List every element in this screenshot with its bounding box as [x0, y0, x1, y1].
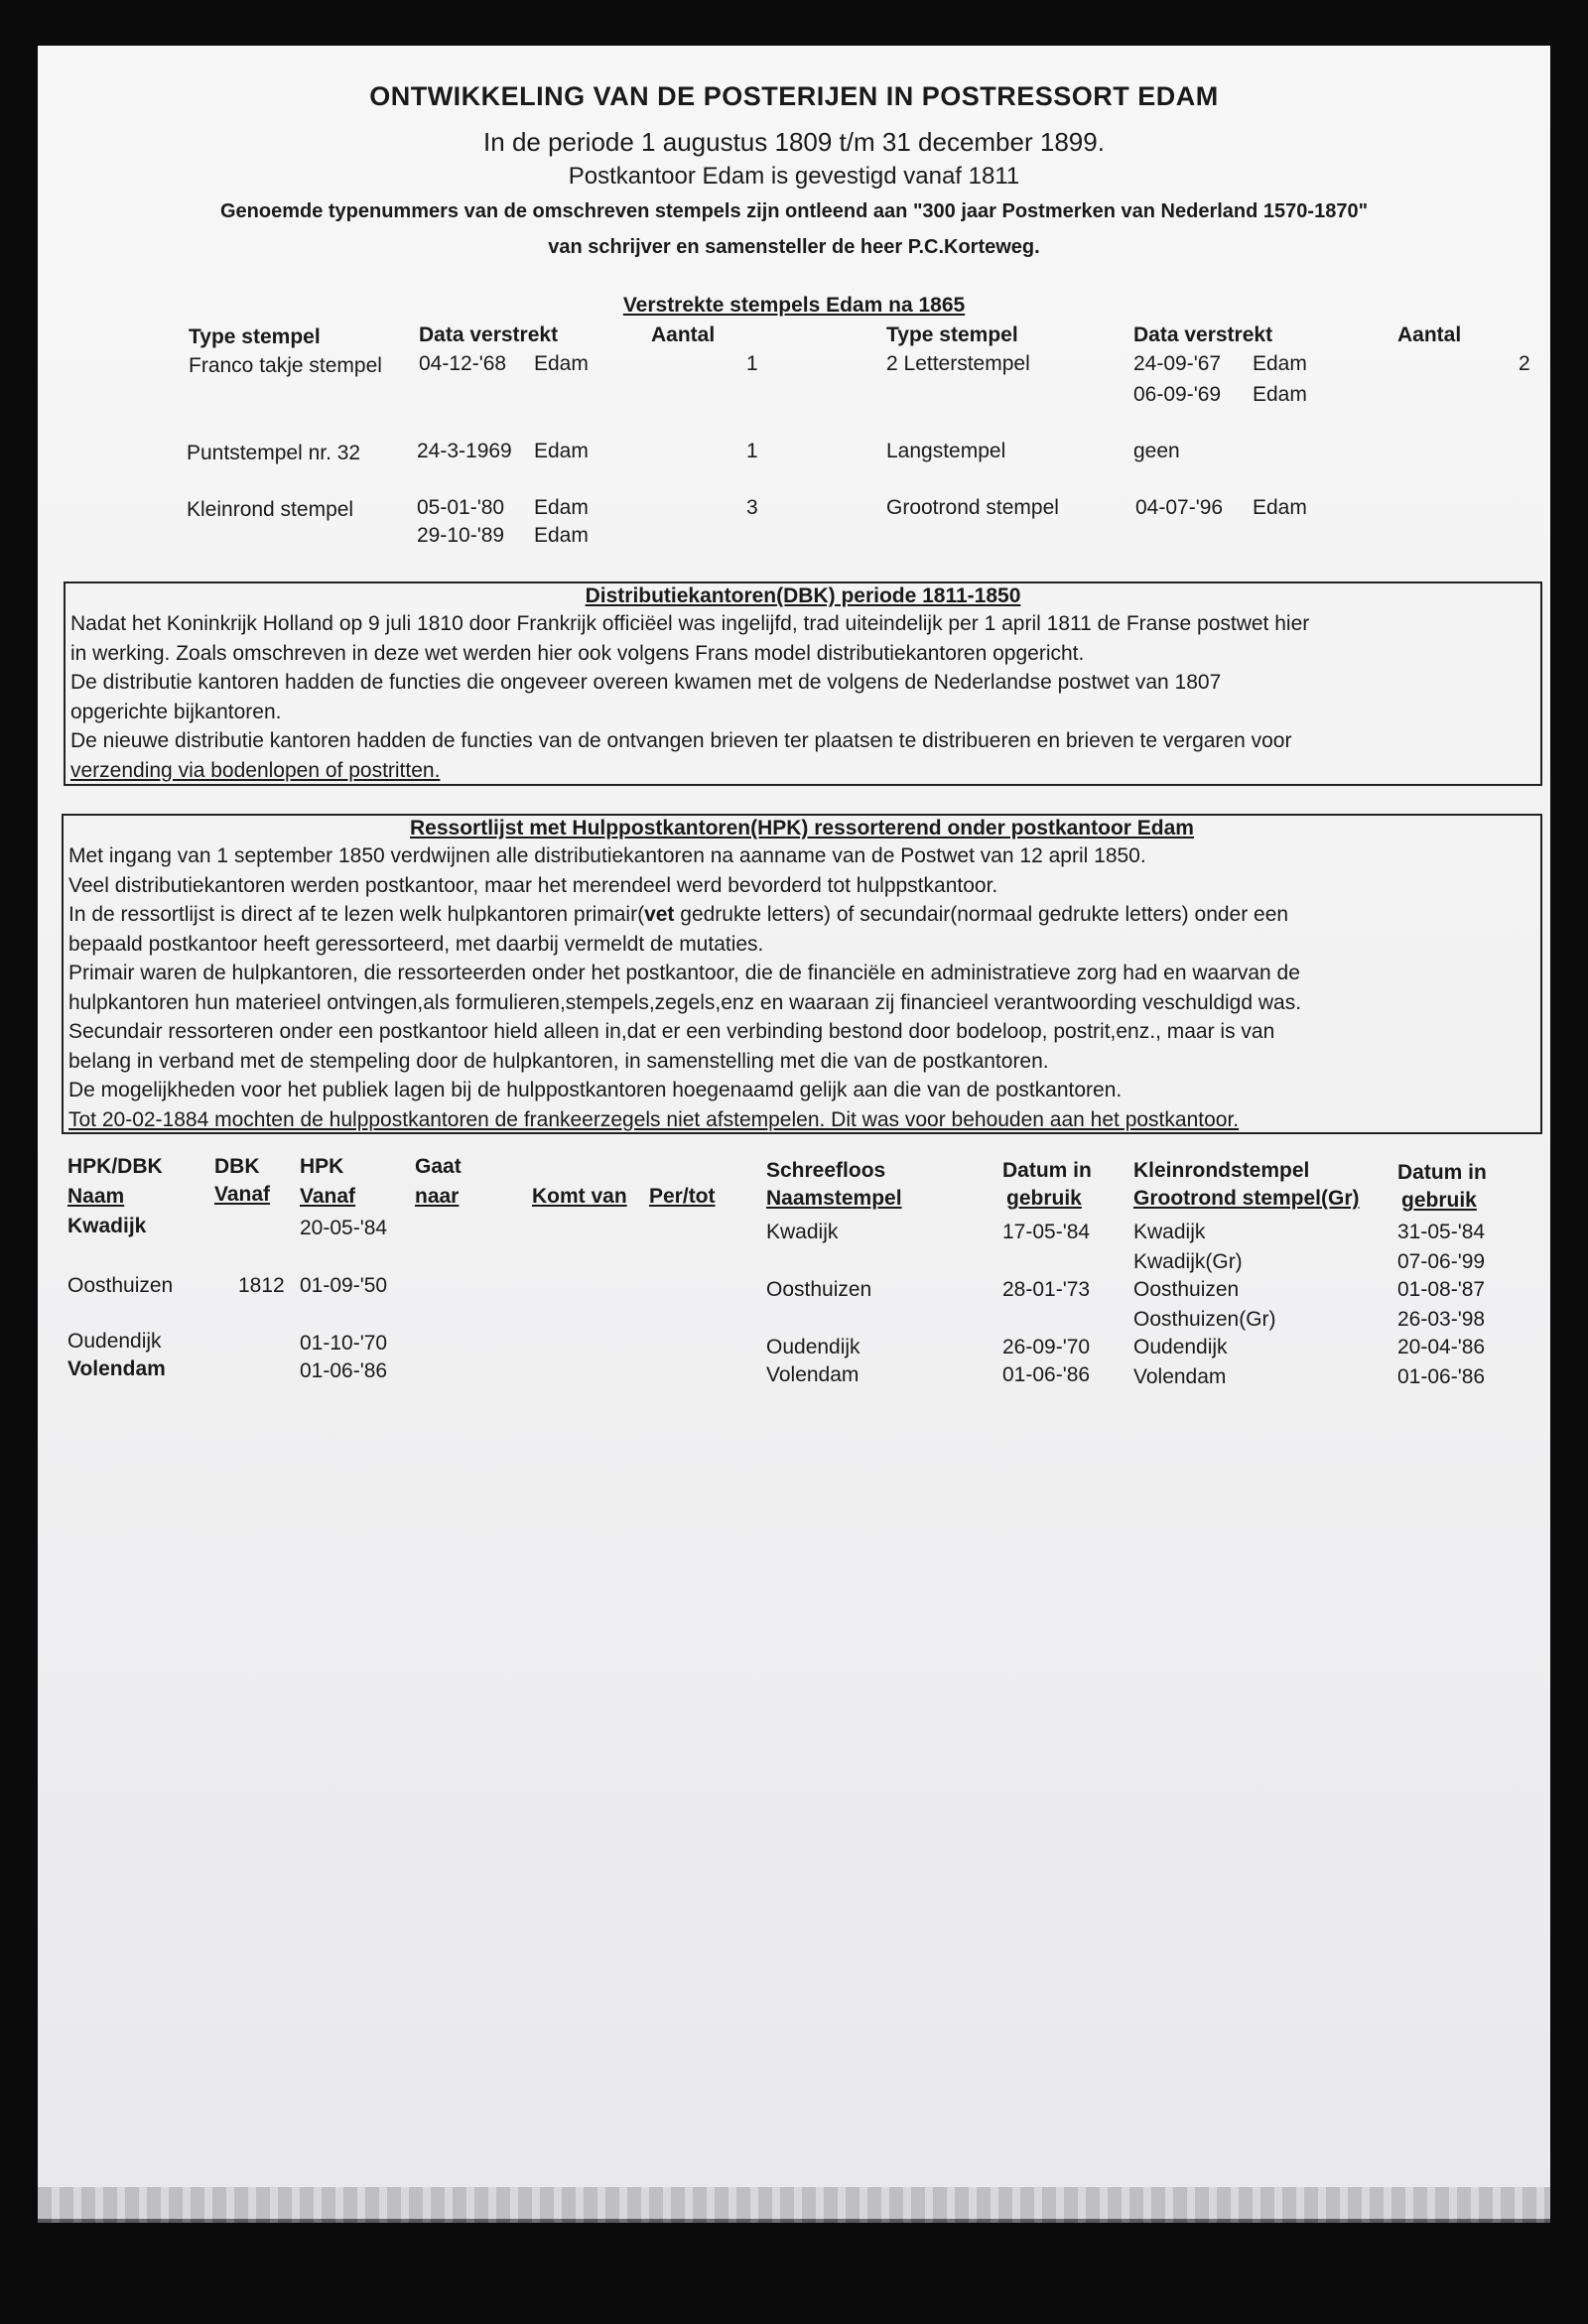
col-naamstempel: Naamstempel: [766, 1187, 902, 1210]
hpk-box: [62, 814, 1542, 1134]
col-gebruik: gebruik: [1006, 1187, 1082, 1210]
stamps-heading: Verstrekte stempels Edam na 1865: [622, 294, 966, 317]
source-line-1: Genoemde typenummers van de omschreven stempels zijn ontleend aan "300 jaar Postmerken van Nederland 1570-1870": [219, 200, 1369, 222]
office-name: Volendam: [67, 1357, 166, 1380]
col-grootrond: Grootrond stempel(Gr): [1133, 1187, 1360, 1210]
stamps-header-type: Type stempel: [189, 325, 321, 348]
stamp-place: Edam: [534, 524, 589, 547]
hpk-line: Tot 20-02-1884 mochten de hulppostkantoren de frankeerzegels niet afstempelen. Dit was voor behouden aan het postkantoor.: [68, 1107, 1240, 1131]
kleinrond-date: 26-03-'98: [1397, 1308, 1486, 1331]
schreefloos-date: 17-05-'84: [1002, 1221, 1091, 1243]
col-naar: naar: [415, 1185, 460, 1208]
period-line: In de periode 1 augustus 1809 t/m 31 december 1899.: [483, 127, 1105, 157]
dbk-heading: Distributiekantoren(DBK) periode 1811-1850: [585, 584, 1021, 607]
dbk-line: De nieuwe distributie kantoren hadden de functies van de ontvangen brieven ter plaatsen te distribueren en brieven te vergaren voor: [70, 729, 1292, 752]
schreefloos-stamp: Volendam: [766, 1363, 860, 1386]
kleinrond-stamp: Kwadijk(Gr): [1133, 1250, 1243, 1273]
hpk-vanaf: 20-05-'84: [300, 1217, 388, 1239]
stamp-date: 06-09-'69: [1133, 383, 1222, 406]
col-dbk: DBK: [214, 1155, 260, 1178]
schreefloos-stamp: Oudendijk: [766, 1336, 860, 1358]
schreefloos-stamp: Kwadijk: [766, 1221, 839, 1243]
col-per-tot: Per/tot: [649, 1185, 716, 1208]
office-name: Kwadijk: [67, 1215, 147, 1237]
office-name: Oosthuizen: [67, 1274, 174, 1297]
col-datum-in: Datum in: [1002, 1159, 1092, 1182]
kleinrond-date: 01-06-'86: [1397, 1365, 1486, 1388]
stamp-count: 2: [1519, 352, 1530, 375]
hpk-line3-pre: In de ressortlijst is direct af te lezen welk hulpkantoren primair(: [68, 903, 645, 926]
stamp-place: Edam: [1253, 383, 1307, 406]
kleinrond-stamp: Oosthuizen(Gr): [1133, 1308, 1276, 1331]
hpk-vanaf: 01-06-'86: [300, 1359, 388, 1382]
stamp-date: 05-01-'80: [417, 496, 505, 519]
binder-strip: [38, 2187, 1550, 2223]
kleinrond-stamp: Kwadijk: [1133, 1221, 1206, 1243]
schreefloos-date: 01-06-'86: [1002, 1363, 1091, 1386]
schreefloos-stamp: Oosthuizen: [766, 1278, 872, 1301]
schreefloos-date: 28-01-'73: [1002, 1278, 1091, 1301]
hpk-vanaf: 01-09-'50: [300, 1274, 388, 1297]
col-hpkdbk: HPK/DBK: [67, 1155, 163, 1178]
col-kleinrond: Kleinrondstempel: [1133, 1159, 1310, 1182]
col-naam: Naam: [67, 1185, 125, 1208]
stamp-type: Puntstempel nr. 32: [187, 442, 361, 464]
dbk-line: De distributie kantoren hadden de functies die ongeveer overeen kwamen met de volgens de Nederlandse postwet van 1807: [70, 671, 1222, 694]
stamps-header-date-2: Data verstrekt: [1133, 323, 1273, 346]
stamp-type: Franco takje stempel: [189, 354, 382, 377]
col-gebruik-2: gebruik: [1401, 1189, 1477, 1212]
hpk-line: hulpkantoren hun materieel ontvingen,als formulieren,stempels,zegels,enz en waaraan zij financieel verantwoording veschuldigd was.: [68, 990, 1302, 1014]
hpk-line: De mogelijkheden voor het publiek lagen bij de hulppostkantoren hoegenaamd gelijk aan die van de postkantoren.: [68, 1079, 1123, 1101]
stamp-count: 3: [746, 496, 758, 519]
stamp-date: 24-09-'67: [1133, 352, 1222, 375]
hpk-line: Veel distributiekantoren werden postkantoor, maar het merendeel werd bevorderd tot hulppstkantoor.: [68, 873, 998, 897]
stamp-date: 29-10-'89: [417, 524, 505, 547]
col-komt-van: Komt van: [532, 1185, 627, 1208]
col-datum-in-2: Datum in: [1397, 1161, 1487, 1184]
col-hpk: HPK: [300, 1155, 344, 1178]
stamp-type: Kleinrond stempel: [187, 498, 354, 521]
stamp-type: Grootrond stempel: [886, 496, 1059, 519]
office-name: Oudendijk: [67, 1330, 162, 1353]
source-line-2: van schrijver en samensteller de heer P.C.Korteweg.: [548, 236, 1040, 258]
document-title: ONTWIKKELING VAN DE POSTERIJEN IN POSTRESSORT EDAM: [369, 81, 1219, 111]
stamp-type: 2 Letterstempel: [886, 352, 1030, 375]
kleinrond-date: 01-08-'87: [1397, 1278, 1486, 1301]
schreefloos-date: 26-09-'70: [1002, 1336, 1091, 1358]
stamps-header-date: Data verstrekt: [419, 323, 559, 346]
hpk-line: Met ingang van 1 september 1850 verdwijnen alle distributiekantoren na aanname van de Postwet van 12 april 1850.: [68, 844, 1146, 867]
kleinrond-stamp: Oudendijk: [1133, 1336, 1228, 1358]
kleinrond-date: 20-04-'86: [1397, 1336, 1486, 1358]
stamp-place: Edam: [534, 496, 589, 519]
stamp-place: Edam: [534, 440, 589, 462]
stamps-header-type-2: Type stempel: [886, 323, 1018, 346]
kleinrond-date: 07-06-'99: [1397, 1250, 1486, 1273]
dbk-line: opgerichte bijkantoren.: [70, 700, 282, 723]
stamp-date: 04-12-'68: [419, 352, 507, 375]
stamps-header-count: Aantal: [651, 323, 716, 346]
stamp-count: 1: [746, 440, 758, 462]
stamps-header-count-2: Aantal: [1397, 323, 1462, 346]
dbk-line: in werking. Zoals omschreven in deze wet werden hier ook volgens Frans model distributiekantoren opgericht.: [70, 641, 1085, 665]
stamp-place: Edam: [1253, 352, 1307, 375]
hpk-line: bepaald postkantoor heeft geressorteerd, met daarbij vermeldt de mutaties.: [68, 932, 764, 956]
hpk-line3-post: gedrukte letters) of secundair(normaal gedrukte letters) onder een: [674, 903, 1289, 926]
dbk-line: Nadat het Koninkrijk Holland op 9 juli 1810 door Frankrijk officiëel was ingelijfd, trad uiteindelijk per 1 april 1811 de Franse postwet hier: [70, 612, 1310, 635]
kleinrond-date: 31-05-'84: [1397, 1221, 1486, 1243]
hpk-line3-bold: vet: [644, 903, 675, 926]
hpk-line: Primair waren de hulpkantoren, die ressorteerden onder het postkantoor, die de financiële en administratieve zorg had en waarvan de: [68, 962, 1300, 984]
col-gaat: Gaat: [415, 1155, 462, 1178]
kleinrond-stamp: Volendam: [1133, 1365, 1227, 1388]
stamp-date: 24-3-1969: [417, 440, 512, 462]
stamp-count: 1: [746, 352, 758, 375]
col-schreefloos: Schreefloos: [766, 1159, 886, 1182]
stamp-place: Edam: [1253, 496, 1307, 519]
hpk-line: [64, 900, 1540, 930]
hpk-vanaf: 01-10-'70: [300, 1332, 388, 1355]
dbk-vanaf: 1812: [238, 1274, 285, 1297]
kleinrond-stamp: Oosthuizen: [1133, 1278, 1240, 1301]
col-dbk-vanaf: Vanaf: [214, 1183, 271, 1206]
stamp-type: Langstempel: [886, 440, 1006, 462]
hpk-line: belang in verband met de stempeling door de hulpkantoren, in samenstelling met die van de postkantoren.: [68, 1049, 1049, 1073]
hpk-line: Secundair ressorteren onder een postkantoor hield alleen in,dat er een verbinding bestond door bodeloop, postrit,enz., maar is van: [68, 1020, 1275, 1043]
hpk-heading: Ressortlijst met Hulppostkantoren(HPK) ressorterend onder postkantoor Edam: [410, 817, 1194, 839]
stamp-date: 04-07-'96: [1135, 496, 1224, 519]
dbk-box: [64, 581, 1542, 786]
dbk-line: verzending via bodenlopen of postritten.: [70, 758, 441, 782]
stamp-date: geen: [1133, 440, 1180, 462]
established-line: Postkantoor Edam is gevestigd vanaf 1811: [568, 163, 1020, 190]
stamp-place: Edam: [534, 352, 589, 375]
col-hpk-vanaf: Vanaf: [300, 1185, 356, 1208]
